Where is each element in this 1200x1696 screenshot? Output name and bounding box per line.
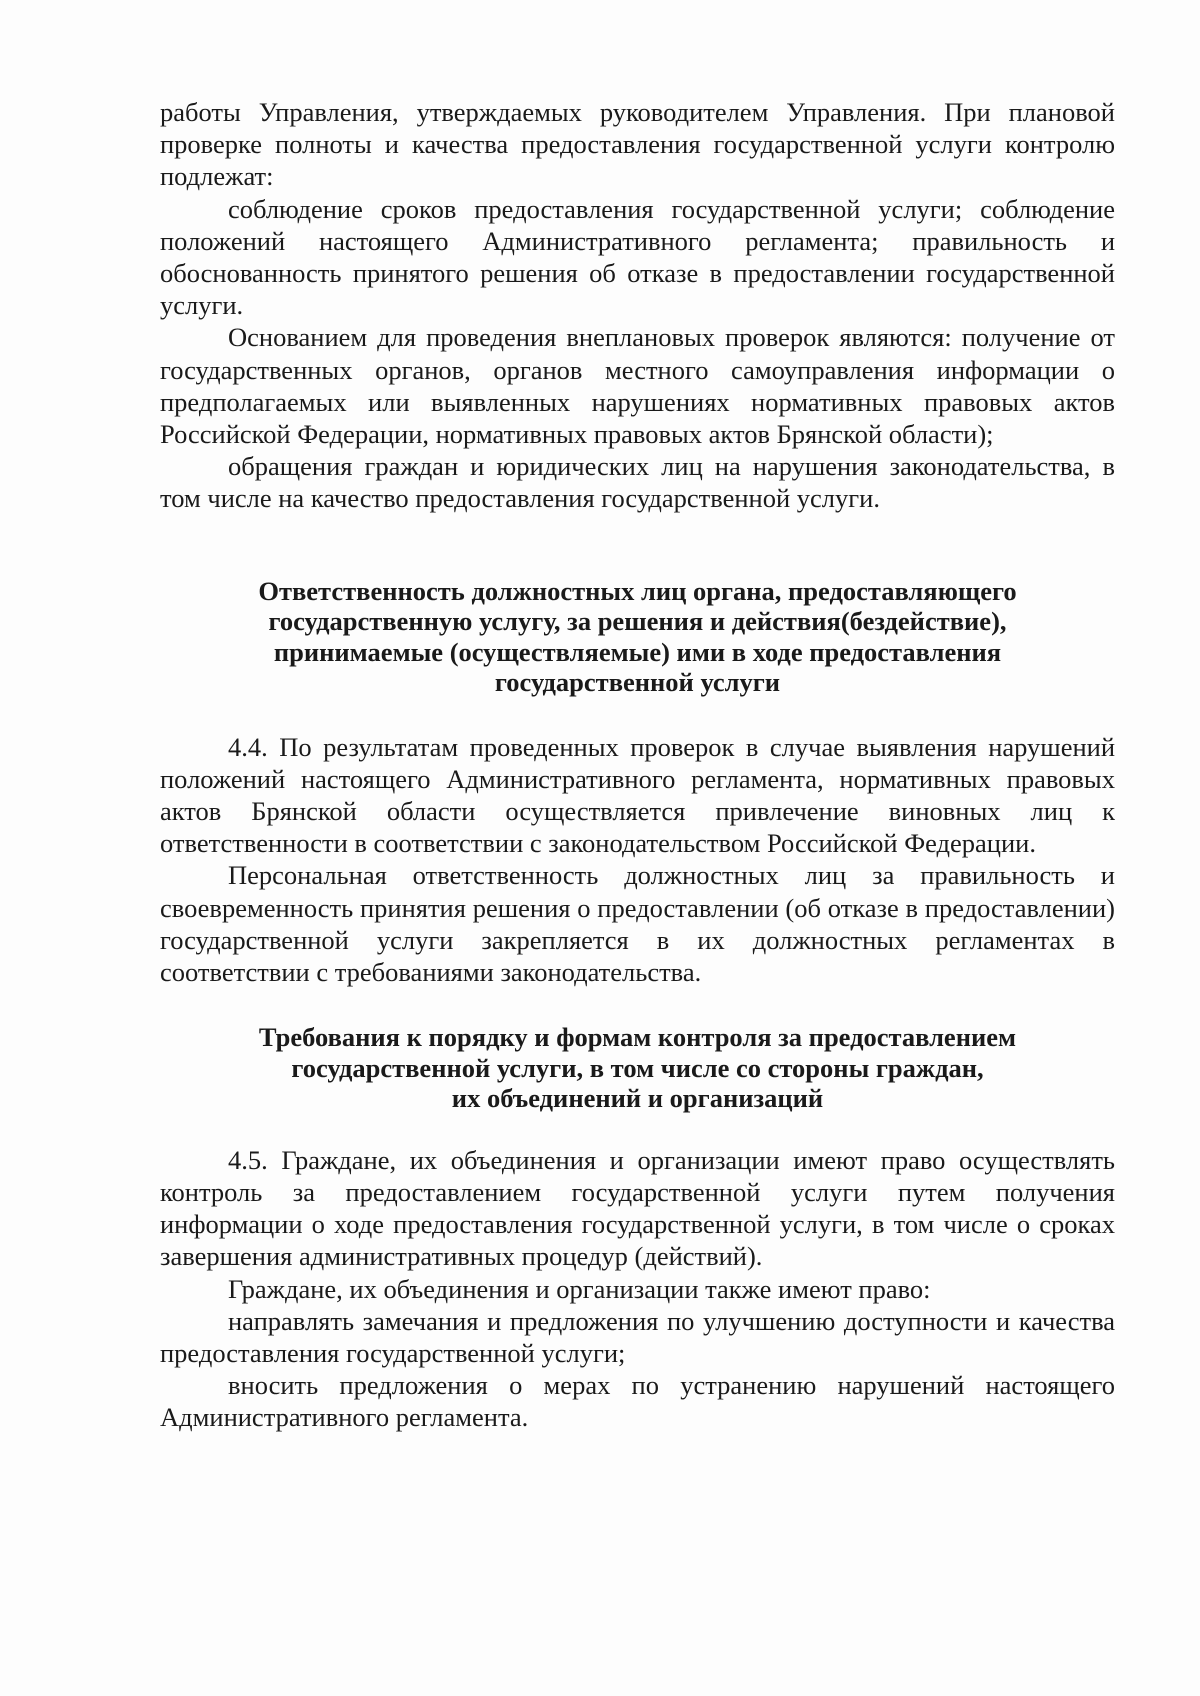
paragraph: работы Управления, утверждаемых руководителем Управления. При плановой проверке полноты и качества предоставления государственной услуги контролю подлежат: — [160, 97, 1115, 192]
paragraph: обращения граждан и юридических лиц на нарушения законодательства, в том числе на качество предоставления государственной услуги. — [160, 451, 1115, 514]
paragraph: 4.5. Граждане, их объединения и организации имеют право осуществлять контроль за предоставлением государственной услуги путем получения информации о ходе предоставления государственной услуги, в том числе о сроках завершения административных процедур (действий). — [160, 1144, 1115, 1272]
paragraph: Граждане, их объединения и организации также имеют право: — [228, 1273, 931, 1304]
paragraph: вносить предложения о мерах по устранению нарушений настоящего Административного регламента. — [160, 1370, 1115, 1433]
spacer — [160, 1114, 1115, 1144]
section-heading: Ответственность должностных лиц органа, предоставляющего государственную услугу, за решения и действия(бездействие), принимаемые (осуществляемые) ими в ходе предоставления государственной услуги — [258, 575, 1017, 698]
spacer — [160, 515, 1115, 576]
document-body — [160, 96, 1115, 1434]
paragraph: направлять замечания и предложения по улучшению доступности и качества предоставления государственной услуги; — [160, 1305, 1115, 1368]
paragraph: соблюдение сроков предоставления государственной услуги; соблюдение положений настоящего Административного регламента; правильность и обоснованность принятого решения об отказе в предоставлении государственной услуги. — [160, 193, 1115, 321]
paragraph: 4.4. По результатам проведенных проверок в случае выявления нарушений положений настоящего Административного регламента, нормативных правовых актов Брянской области осуществляется привлечение виновных лиц к ответственности в соответствии с законодательством Российской Федерации. — [160, 731, 1115, 859]
paragraph: Основанием для проведения внеплановых проверок являются: получение от государственных органов, органов местного самоуправления информации о предполагаемых или выявленных нарушениях нормативных правовых актов Российской Федерации, нормативных правовых актов Брянской области); — [160, 322, 1115, 450]
spacer — [160, 988, 1115, 1022]
spacer — [160, 698, 1115, 731]
paragraph: Персональная ответственность должностных лиц за правильность и своевременность принятия решения о предоставлении (об отказе в предоставлении) государственной услуги закрепляется в их должностных регламентах в соответствии с требованиями законодательства. — [160, 860, 1115, 988]
section-heading: Требования к порядку и формам контроля за предоставлением государственной услуги, в том числе со стороны граждан, их объединений и организаций — [258, 1022, 1017, 1114]
